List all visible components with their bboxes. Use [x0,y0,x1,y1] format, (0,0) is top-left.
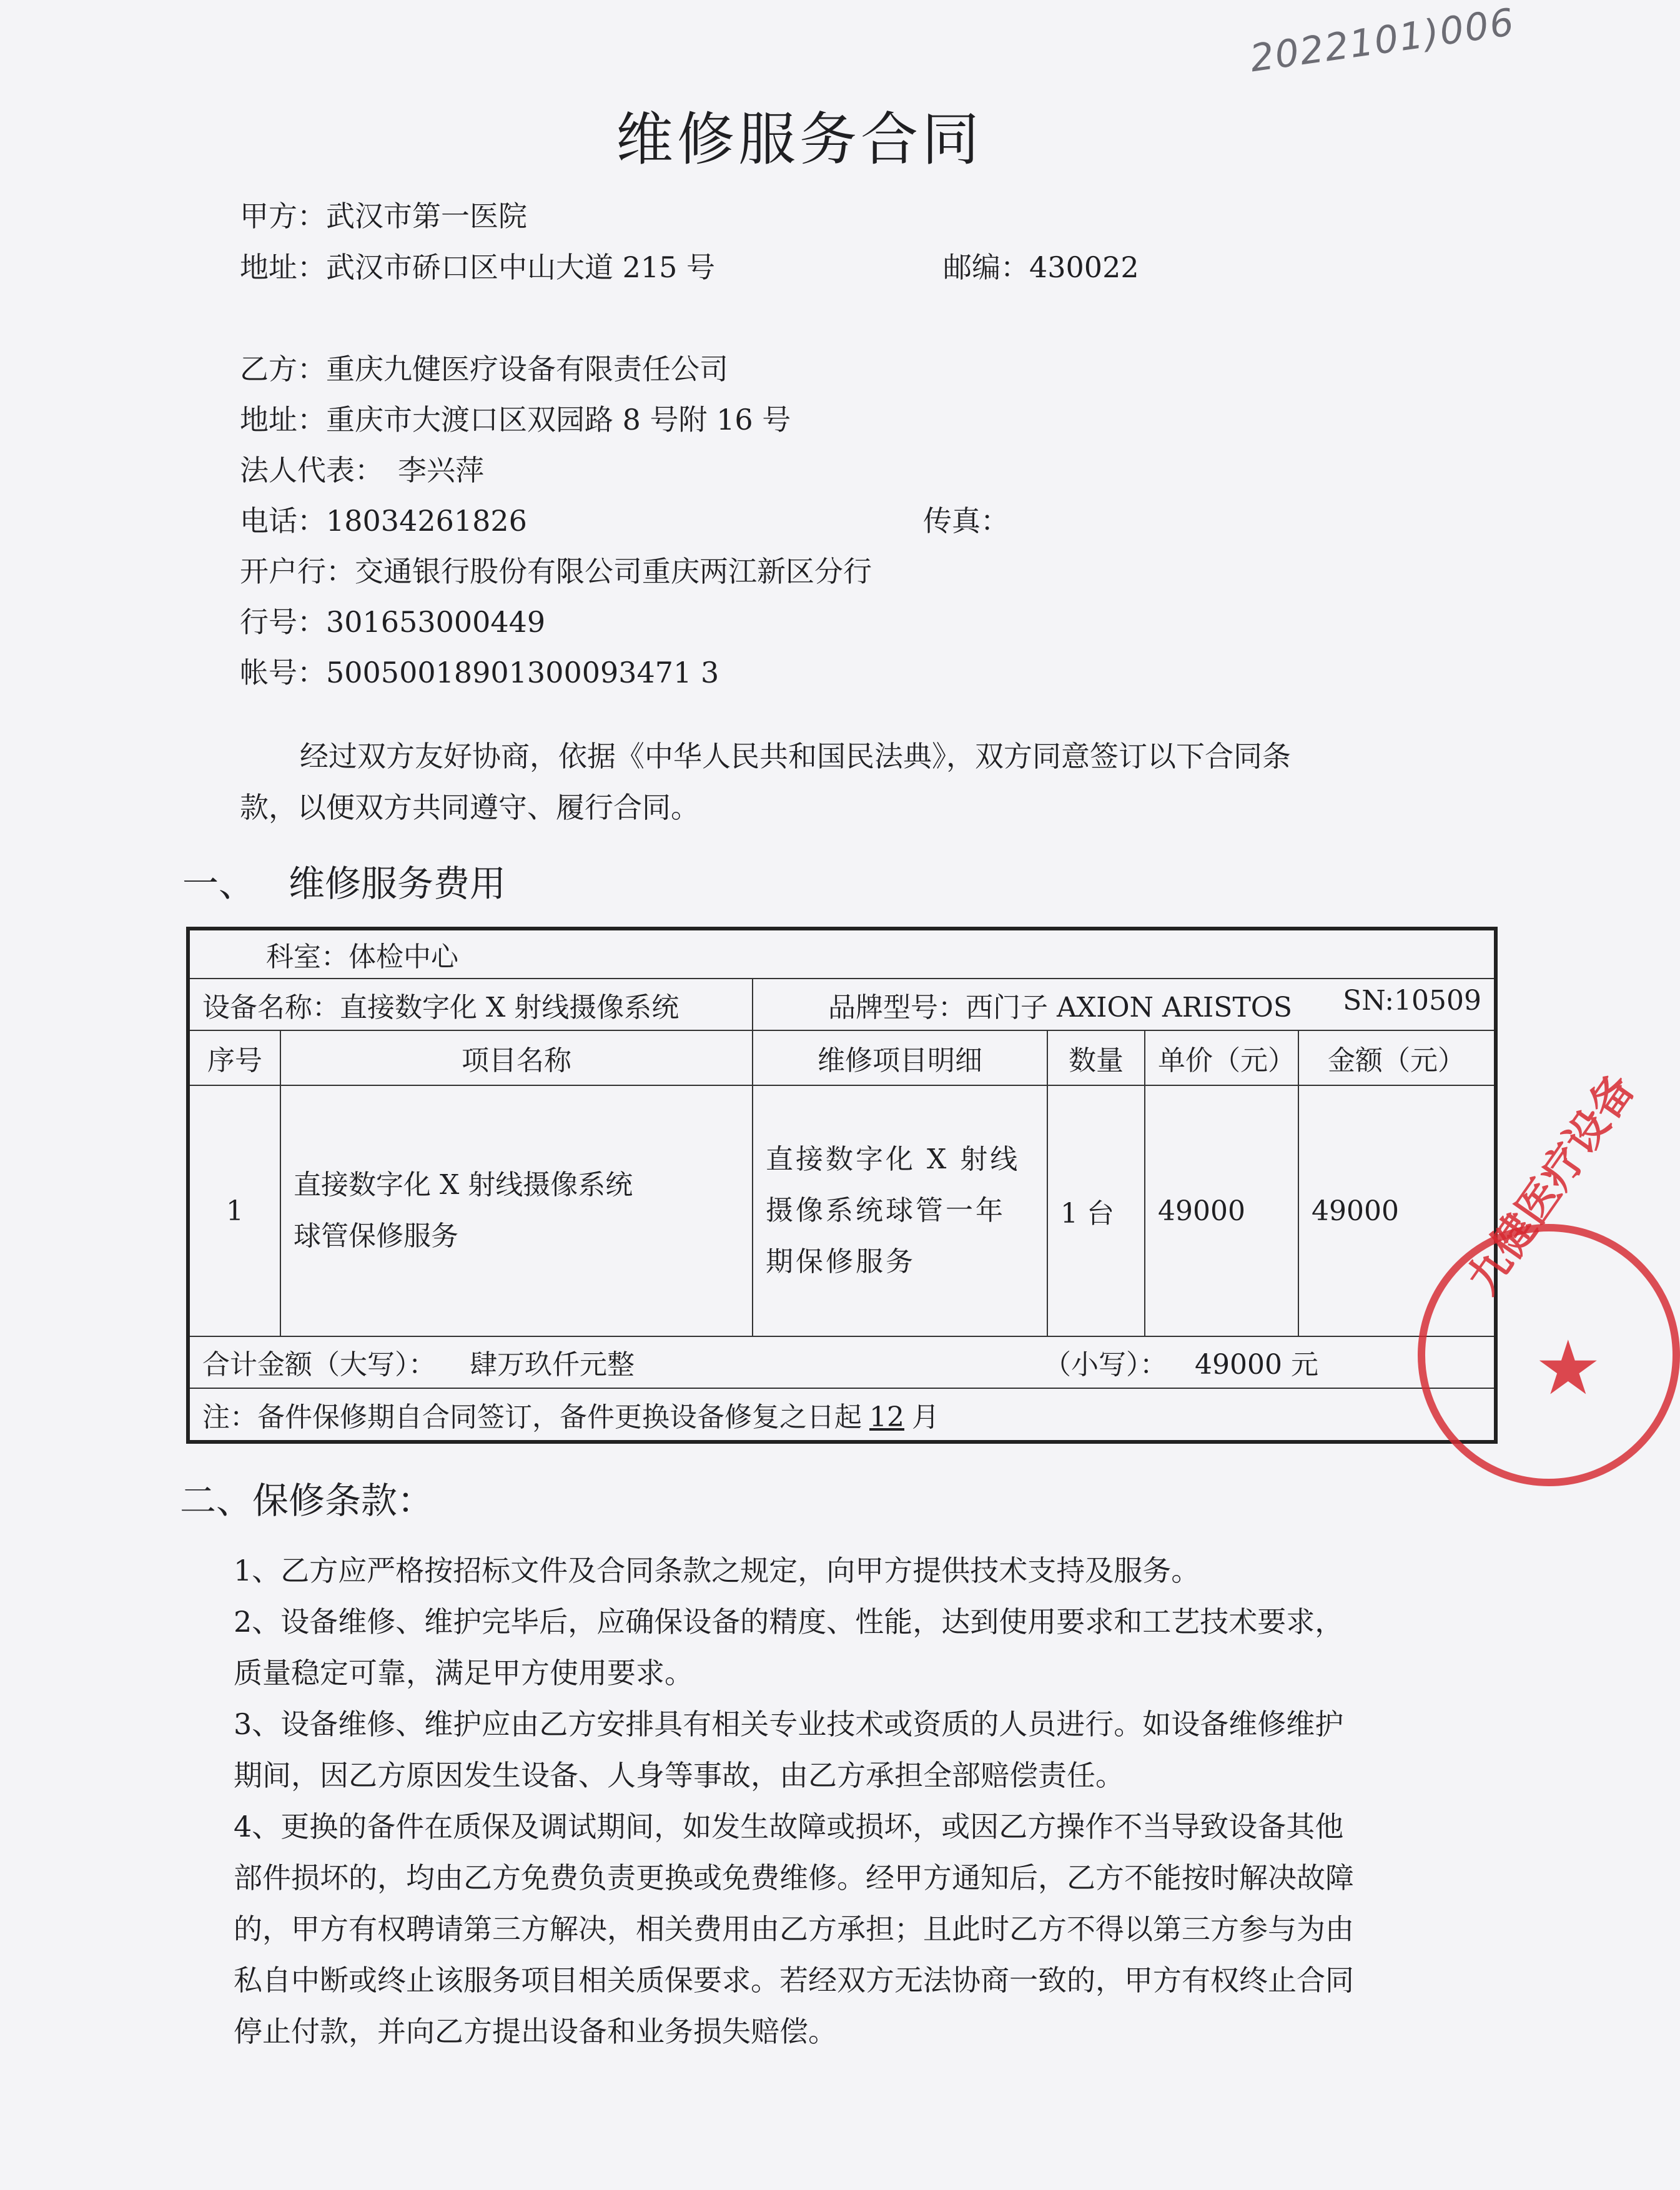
header-unit-price: 单价（元） [1145,1030,1298,1085]
clause-2: 2、设备维修、维护完毕后，应确保设备的精度、性能，达到使用要求和工艺技术要求，质量稳定可靠，满足甲方使用要求。 [234,1605,1344,1690]
serial-number: SN:10509 [1343,984,1481,1017]
handwritten-doc-number: 2022101)006 [1247,0,1518,81]
note-cell [188,1388,1496,1442]
service-fee-table [186,927,1498,1444]
cell-detail: 直接数字化 X 射线摄像系统球管一年期保修服务 [753,1085,1047,1336]
total-small-group [1044,1342,1318,1382]
contract-title: 维修服务合同 [615,106,983,173]
party-b-legal-rep: 法人代表： 李兴萍 [240,453,484,487]
party-b-account: 帐号：50050018901300093471 3 [240,656,719,689]
party-a-postcode: 邮编：430022 [943,250,1139,284]
party-a-address: 地址：武汉市硚口区中山大道 215 号 [240,250,716,284]
warranty-clauses [234,1545,1364,2057]
party-a-name: 甲方：武汉市第一医院 [240,199,527,233]
table-row-department [188,929,1496,979]
cell-unit-price: 49000 [1145,1085,1298,1336]
table-row-equipment [188,979,1496,1030]
brand-model-cell [753,979,1496,1030]
total-small-label: （小写）： [1044,1349,1167,1381]
section-2-heading: 二、保修条款： [180,1479,434,1522]
header-detail: 维修项目明细 [753,1030,1047,1085]
department-cell: 科室：体检中心 [188,929,1496,979]
party-b-address: 地址：重庆市大渡口区双园路 8 号附 16 号 [240,403,791,437]
party-b-bank: 开户行：交通银行股份有限公司重庆两江新区分行 [240,555,872,588]
total-small-value: 49000 元 [1195,1349,1318,1381]
table-row-note [188,1388,1496,1442]
table-row [188,1085,1496,1336]
cell-no: 1 [188,1085,280,1336]
party-b-bank-code: 行号：301653000449 [240,605,546,639]
cell-amount: 49000 [1298,1085,1496,1336]
note-months: 12 [869,1401,904,1433]
note-suffix: 月 [912,1401,939,1433]
seal-text: 九健医疗设备 [1458,1065,1645,1303]
total-upper-label: 合计金额（大写）： [202,1349,436,1381]
note-prefix: 注：备件保修期自合同签订，备件更换设备修复之日起 [202,1401,862,1433]
table-header-row [188,1030,1496,1085]
header-amount: 金额（元） [1298,1030,1496,1085]
header-qty: 数量 [1047,1030,1145,1085]
section-1-number: 一、 [182,862,255,905]
equipment-cell: 设备名称：直接数字化 X 射线摄像系统 [188,979,753,1030]
intro-paragraph: 经过双方友好协商，依据《中华人民共和国民法典》，双方同意签订以下合同条款，以便双方共同遵守、履行合同。 [240,739,1291,824]
section-1-title: 维修服务费用 [289,862,506,905]
header-item: 项目名称 [280,1030,753,1085]
clause-1: 1、乙方应严格按招标文件及合同条款之规定，向甲方提供技术支持及服务。 [234,1554,1200,1587]
clause-4: 4、更换的备件在质保及调试期间，如发生故障或损坏，或因乙方操作不当导致设备其他部件损坏的，均由乙方免费负责更换或免费维修。经甲方通知后，乙方不能按时解决故障的，甲方有权聘请第三方解决，相关费用由乙方承担；且此时乙方不得以第三方参与为由私自中断或终止该服务项目相关质保要求。若经双方无法协商一致的，甲方有权终止合同停止付款，并向乙方提出设备和业务损失赔偿。 [234,1810,1354,2048]
total-upper-value: 肆万玖仟元整 [470,1349,635,1381]
seal-star-icon: ★ [1534,1325,1602,1412]
party-b-name: 乙方：重庆九健医疗设备有限责任公司 [240,352,728,386]
table-row-total [188,1336,1496,1388]
total-cell [188,1336,1496,1388]
cell-item: 直接数字化 X 射线摄像系统球管保修服务 [280,1085,753,1336]
section-1-heading [182,854,506,907]
party-b-phone: 电话：18034261826 [240,504,527,538]
clause-3: 3、设备维修、维护应由乙方安排具有相关专业技术或资质的人员进行。如设备维修维护期间，因乙方原因发生设备、人身等事故，由乙方承担全部赔偿责任。 [234,1707,1344,1792]
company-seal [1418,1065,1680,1486]
brand-model: 品牌型号：西门子 AXION ARISTOS [828,991,1293,1023]
party-b-fax: 传真： [923,504,1009,538]
cell-qty: 1 台 [1047,1085,1145,1336]
header-no: 序号 [188,1030,280,1085]
